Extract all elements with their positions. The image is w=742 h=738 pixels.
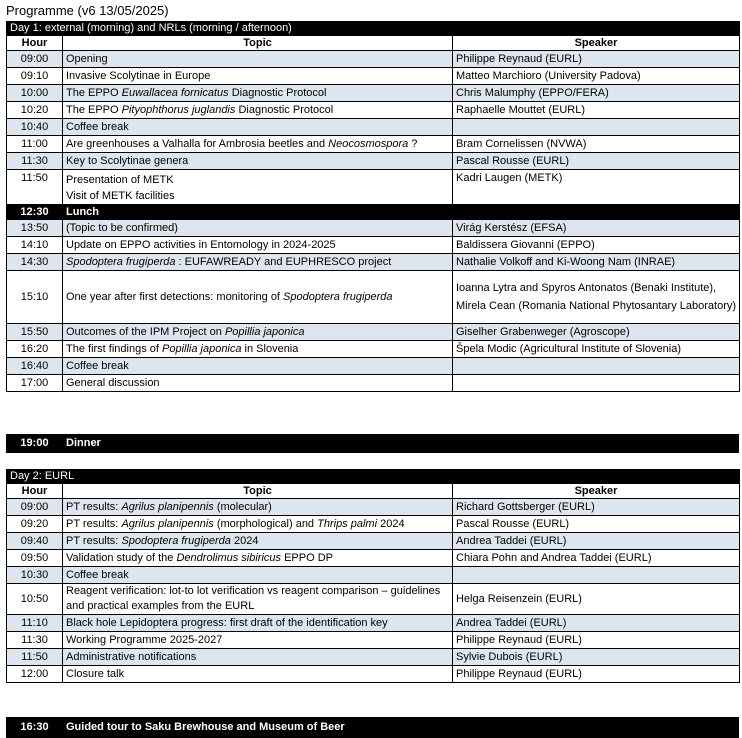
table-row: 09:50 Validation study of the Dendrolimus sibiricus EPPO DP Chiara Pohn and Andrea Taddei (EURL) [7, 550, 740, 567]
day2-heading: Day 2: EURL [7, 470, 740, 484]
day2-table [6, 469, 740, 683]
table-row: 11:30 Key to Scolytinae genera Pascal Rousse (EURL) [7, 153, 740, 170]
day1-table [6, 21, 740, 392]
table-row: 11:00 Are greenhouses a Valhalla for Ambrosia beetles and Neocosmospora ? Bram Cornelissen (NVWA) [7, 136, 740, 153]
table-row: 14:10 Update on EPPO activities in Entomology in 2024-2025 Baldissera Giovanni (EPPO) [7, 237, 740, 254]
lunch-row: 12:30 Lunch [7, 205, 740, 220]
table-row: 15:50 Outcomes of the IPM Project on Popillia japonica Giselher Grabenweger (Agroscope) [7, 324, 740, 341]
col-topic: Topic [63, 484, 453, 499]
table-row: 17:00 General discussion [7, 375, 740, 392]
table-row: 10:40 Coffee break [7, 119, 740, 136]
col-speaker: Speaker [453, 484, 740, 499]
table-row: 10:50 Reagent verification: lot-to lot verification vs reagent comparison – guidelines and practical examples from the EURL Helga Reisenzein (EURL) [7, 584, 740, 615]
table-row: 11:50 Administrative notifications Sylvie Dubois (EURL) [7, 649, 740, 666]
table-row: 11:50 Presentation of METK Visit of METK facilities Kadri Laugen (METK) [7, 170, 740, 205]
programme-title: Programme (v6 13/05/2025) [6, 3, 169, 18]
table-row: 10:30 Coffee break [7, 567, 740, 584]
table-row: 16:40 Coffee break [7, 358, 740, 375]
table-row: 09:40 PT results: Spodoptera frugiperda 2024 Andrea Taddei (EURL) [7, 533, 740, 550]
day1-heading: Day 1: external (morning) and NRLs (morning / afternoon) [7, 22, 740, 36]
table-row: 11:10 Black hole Lepidoptera progress: first draft of the identification key Andrea Taddei (EURL) [7, 615, 740, 632]
col-hour: Hour [7, 484, 63, 499]
table-row: 13:50 (Topic to be confirmed) Virág Kerstész (EFSA) [7, 220, 740, 237]
table-row: 09:00 Opening Philippe Reynaud (EURL) [7, 51, 740, 68]
table-row: 15:10 One year after first detections: monitoring of Spodoptera frugiperda Ioanna Lytra and Spyros Antonatos (Benaki Institute), Mirela Cean (Romania National Phytosantary Laboratory) [7, 271, 740, 324]
table-row: 12:00 Closure talk Philippe Reynaud (EURL) [7, 666, 740, 683]
dinner-row: 19:00 Dinner [6, 434, 739, 453]
guided-tour-row: 16:30 Guided tour to Saku Brewhouse and Museum of Beer [6, 717, 739, 738]
table-row: 09:10 Invasive Scolytinae in Europe Matteo Marchioro (University Padova) [7, 68, 740, 85]
col-speaker: Speaker [453, 36, 740, 51]
table-row: 16:20 The first findings of Popillia japonica in Slovenia Špela Modic (Agricultural Institute of Slovenia) [7, 341, 740, 358]
table-row: 09:00 PT results: Agrilus planipennis (molecular) Richard Gottsberger (EURL) [7, 499, 740, 516]
col-hour: Hour [7, 36, 63, 51]
table-row: 10:20 The EPPO Pityophthorus juglandis Diagnostic Protocol Raphaelle Mouttet (EURL) [7, 102, 740, 119]
table-row: 10:00 The EPPO Euwallacea fornicatus Diagnostic Protocol Chris Malumphy (EPPO/FERA) [7, 85, 740, 102]
col-topic: Topic [63, 36, 453, 51]
table-row: 11:30 Working Programme 2025-2027 Philippe Reynaud (EURL) [7, 632, 740, 649]
table-row: 09:20 PT results: Agrilus planipennis (morphological) and Thrips palmi 2024 Pascal Rousse (EURL) [7, 516, 740, 533]
table-row: 14:30 Spodoptera frugiperda : EUFAWREADY and EUPHRESCO project Nathalie Volkoff and Ki-Woong Nam (INRAE) [7, 254, 740, 271]
